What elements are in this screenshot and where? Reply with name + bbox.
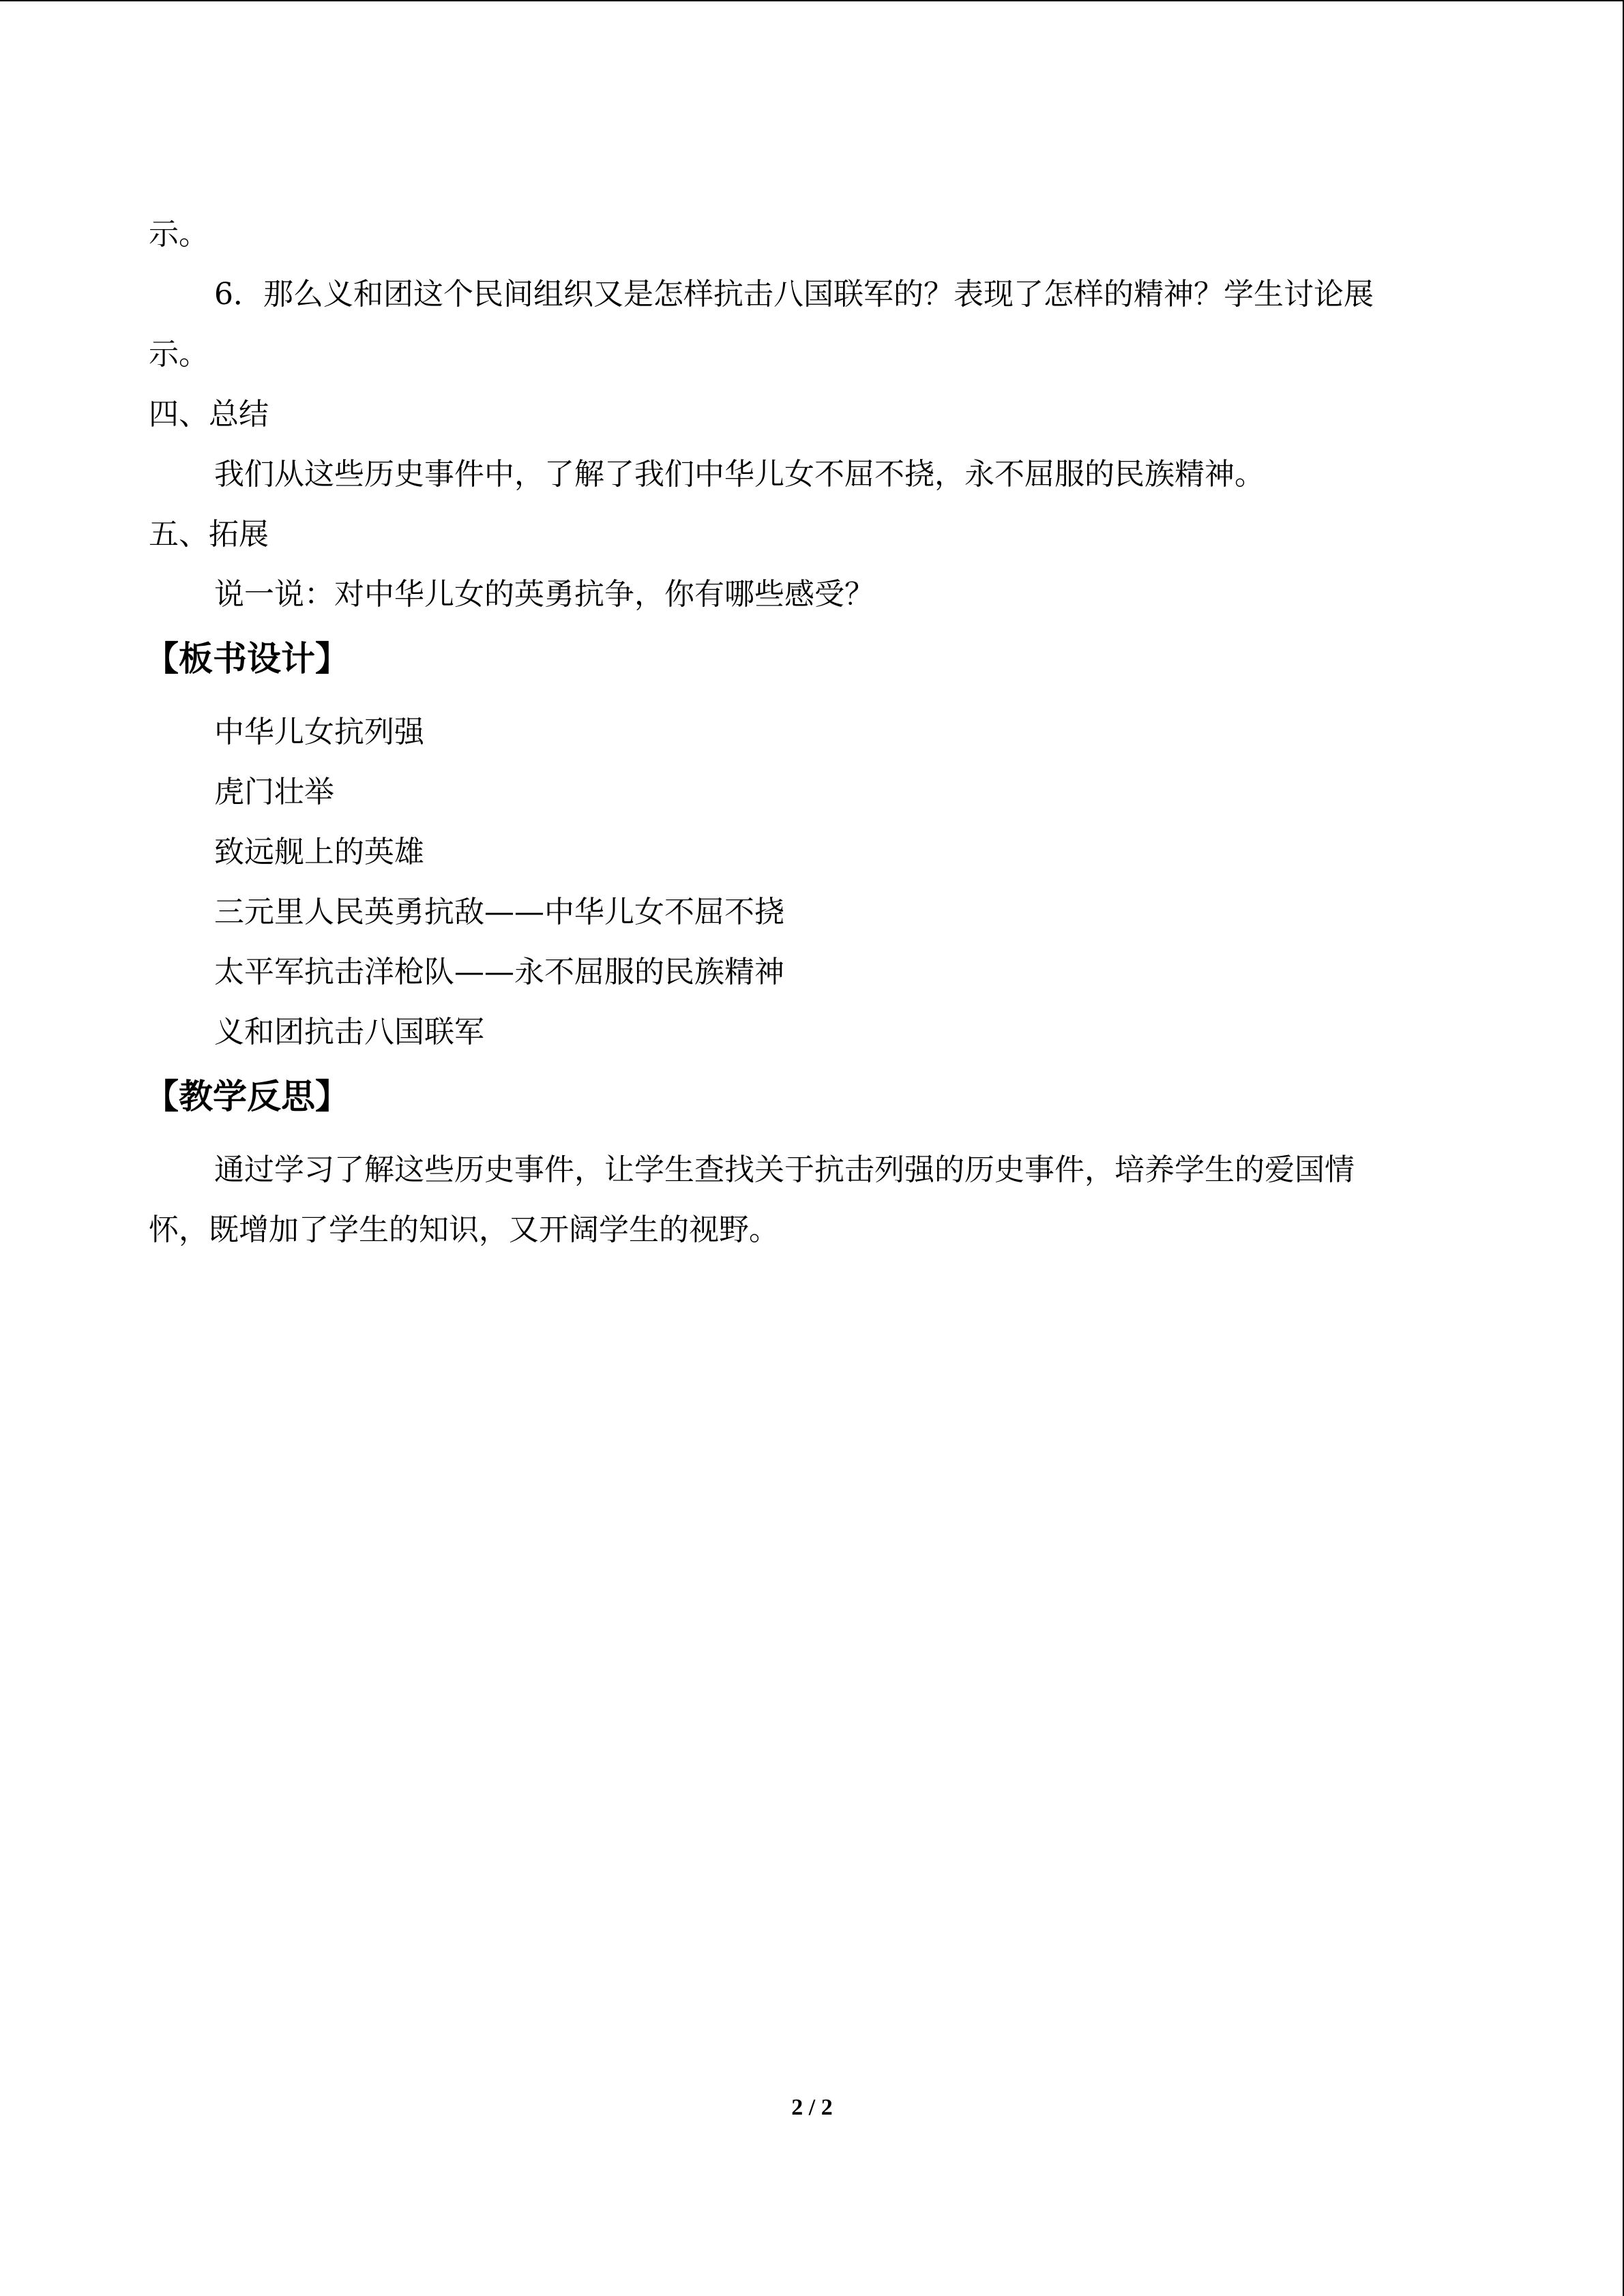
- reflection-line-2: 怀，既增加了学生的知识，又开阔学生的视野。: [149, 1212, 779, 1247]
- board-design-item: 太平军抗击洋枪队——永不屈服的民族精神: [214, 955, 784, 989]
- board-design-list: [149, 693, 1479, 1062]
- body-line-2: 6．那么义和团这个民间组织又是怎样抗击八国联军的？表现了怎样的精神？学生讨论展: [214, 277, 1374, 312]
- section-4-heading: 四、总结: [149, 397, 269, 432]
- section-5-text: 说一说：对中华儿女的英勇抗争，你有哪些感受？: [214, 577, 874, 612]
- body-line-1: 示。: [149, 217, 209, 252]
- board-design-item: 虎门壮举: [214, 775, 334, 809]
- board-design-title: 【板书设计】: [145, 639, 349, 679]
- reflection-body: [149, 1131, 1479, 1260]
- reflection-title: 【教学反思】: [145, 1077, 349, 1116]
- board-design-item: 中华儿女抗列强: [214, 715, 424, 749]
- document-content: [145, 205, 1479, 1260]
- board-design-item: 致远舰上的英雄: [214, 835, 424, 869]
- section-4-text: 我们从这些历史事件中，了解了我们中华儿女不屈不挠，永不屈服的民族精神。: [214, 457, 1265, 492]
- board-design-item: 三元里人民英勇抗敌——中华儿女不屈不挠: [214, 895, 784, 929]
- board-design-item: 义和团抗击八国联军: [214, 1015, 484, 1049]
- page-number: 2 / 2: [791, 2095, 833, 2120]
- body-line-3: 示。: [149, 337, 209, 372]
- section-5-heading: 五、拓展: [149, 517, 269, 552]
- reflection-line-1: 通过学习了解这些历史事件，让学生查找关于抗击列强的历史事件，培养学生的爱国情: [214, 1152, 1355, 1187]
